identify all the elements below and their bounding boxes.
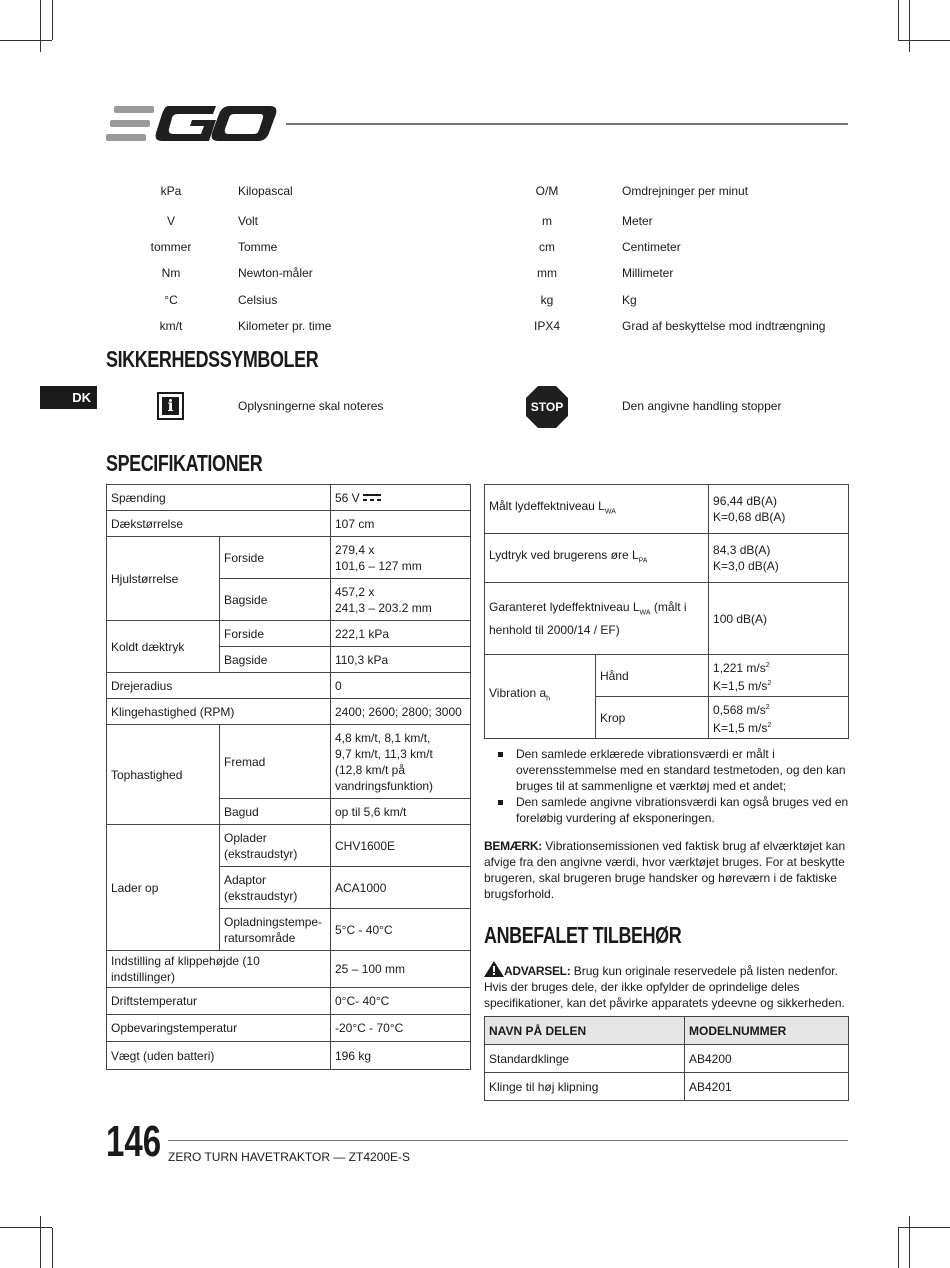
unit-name: Kilometer pr. time [238, 319, 332, 333]
list-item: Den samlede angivne vibrationsværdi kan også bruges ved en foreløbig vurdering af eksponeringen. [498, 794, 850, 826]
noise-label: Lydtryk ved brugerens øre $L_{PA}$ [485, 534, 709, 583]
table-row [485, 485, 849, 534]
table-row [485, 1017, 849, 1045]
unit-abbr: V [166, 214, 175, 228]
vibration-notes [498, 746, 850, 826]
stop-text: Den angivne handling stopper [622, 399, 782, 413]
unit-name: Meter [622, 214, 653, 228]
spec-sublabel: Bagside [220, 579, 331, 621]
specs-table [106, 484, 471, 1070]
crop-mark [898, 0, 899, 40]
unit-name: Millimeter [622, 266, 674, 280]
spec-sublabel: Opladningstempe- ratursområde [220, 909, 331, 951]
stop-sign-icon [525, 385, 569, 429]
note-paragraph: BEMÆRK: Vibrationsemissionen ved faktisk brug af elværktøjet kan afvige fra den angivne værdi, hvor værktøjet bruges. For at beskytte brugeren, skal brugeren bruge handsker og høreværn i de faktiske brugsforhold. [484, 839, 846, 901]
table-row [485, 583, 849, 655]
footer-product: ZERO TURN HAVETRAKTOR — ZT4200E-S [168, 1150, 411, 1164]
crop-mark [40, 0, 41, 52]
noise-label: Målt lydeffektniveau $L_{WA}$ [485, 485, 709, 534]
table-row [107, 485, 471, 511]
spec-sublabel: Fremad [220, 725, 331, 799]
spec-label: Spænding [107, 485, 331, 511]
unit-abbr: IPX4 [533, 319, 560, 333]
spec-value: 107 cm [331, 511, 471, 537]
table-row [107, 725, 471, 799]
table-row [485, 655, 849, 697]
spec-value: 279,4 x 101,6 – 127 mm [331, 537, 471, 579]
spec-label: Tophastighed [107, 725, 220, 825]
noise-label: Garanteret lydeffektniveau $L_{WA}$ (målt i henhold til 2000/14 / EF) [485, 583, 709, 655]
crop-mark [52, 0, 53, 40]
warning-label: ADVARSEL: [504, 964, 571, 978]
unit-abbr: O/M [535, 184, 559, 198]
warning-paragraph: ADVARSEL: Brug kun originale reservedele på listen nedenfor. Hvis der bruges dele, der ikke opfylder de oprindelige deles specifikationer, kan det påvirke apparatets ydeevne og sikkerheden. [484, 961, 848, 1011]
noise-table [484, 484, 849, 739]
unit-row [106, 319, 848, 339]
part-name: Standardklinge [485, 1045, 685, 1073]
noise-sublabel: Krop [596, 697, 709, 739]
unit-name: Celsius [238, 293, 278, 307]
crop-mark [0, 40, 52, 41]
spec-sublabel: Forside [220, 537, 331, 579]
spec-value: 0 [331, 673, 471, 699]
spec-label: Indstilling af klippehøjde (10 indstillinger) [107, 951, 331, 988]
spec-value: 25 – 100 mm [331, 951, 471, 988]
noise-value: 84,3 dB(A) K=3,0 dB(A) [709, 534, 849, 583]
spec-value: 5°C - 40°C [331, 909, 471, 951]
spec-value: 56 V [331, 485, 471, 511]
table-row [107, 1015, 471, 1042]
noise-value: 96,44 dB(A) K=0,68 dB(A) [709, 485, 849, 534]
table-row [107, 951, 471, 988]
unit-name: Centimeter [622, 240, 681, 254]
unit-row [106, 240, 848, 260]
table-row [107, 825, 471, 867]
spec-label: Lader op [107, 825, 220, 951]
part-name: Klinge til høj klipning [485, 1073, 685, 1101]
crop-mark [909, 1216, 910, 1268]
noise-value: 0,568 $m/s^2$ K=1,5 $m/s^2$ [709, 697, 849, 739]
table-row [485, 1073, 849, 1101]
crop-mark [909, 0, 910, 52]
language-tab: DK [40, 386, 97, 409]
unit-row [106, 214, 848, 234]
unit-name: Kg [622, 293, 637, 307]
accessories-table [484, 1016, 849, 1101]
unit-abbr: tommer [150, 240, 192, 254]
table-row [107, 673, 471, 699]
unit-abbr: m [542, 214, 552, 228]
specs-heading: SPECIFIKATIONER [106, 450, 263, 476]
table-row [485, 1045, 849, 1073]
unit-row [106, 184, 848, 204]
spec-label: Driftstemperatur [107, 988, 331, 1015]
spec-value: 0°C- 40°C [331, 988, 471, 1015]
spec-sublabel: Bagside [220, 647, 331, 673]
ego-logo [106, 104, 278, 144]
unit-abbr: kPa [160, 184, 182, 198]
note-label: BEMÆRK: [484, 839, 542, 853]
crop-mark [898, 1227, 950, 1228]
table-row [107, 988, 471, 1015]
spec-sublabel: Forside [220, 621, 331, 647]
spec-value: 457,2 x 241,3 – 203.2 mm [331, 579, 471, 621]
crop-mark [52, 1228, 53, 1268]
table-row [107, 1042, 471, 1070]
accessories-heading: ANBEFALET TILBEHØR [484, 922, 682, 948]
crop-mark [898, 1228, 899, 1268]
unit-name: Newton-måler [238, 266, 313, 280]
column-header: MODELNUMMER [685, 1017, 849, 1045]
spec-label: Klingehastighed (RPM) [107, 699, 331, 725]
spec-value: op til 5,6 km/t [331, 799, 471, 825]
spec-label: Opbevaringstemperatur [107, 1015, 331, 1042]
spec-label: Drejeradius [107, 673, 331, 699]
header-rule [286, 123, 848, 125]
table-row [485, 534, 849, 583]
table-row [107, 511, 471, 537]
spec-value: ACA1000 [331, 867, 471, 909]
unit-abbr: cm [539, 240, 555, 254]
spec-value: 110,3 kPa [331, 647, 471, 673]
unit-abbr: mm [537, 266, 557, 280]
noise-value: 100 dB(A) [709, 583, 849, 655]
unit-abbr: kg [540, 293, 554, 307]
noise-label: Vibration $a_h$ [485, 655, 596, 739]
footer-rule [168, 1140, 848, 1141]
unit-name: Grad af beskyttelse mod indtrængning [622, 319, 826, 333]
spec-value: CHV1600E [331, 825, 471, 867]
unit-abbr: Nm [161, 266, 181, 280]
spec-value: 196 kg [331, 1042, 471, 1070]
crop-mark [0, 1227, 52, 1228]
unit-row [106, 293, 848, 313]
info-text: Oplysningerne skal noteres [238, 399, 384, 413]
crop-mark [40, 1216, 41, 1268]
column-header: NAVN PÅ DELEN [485, 1017, 685, 1045]
model-number: AB4200 [685, 1045, 849, 1073]
table-row [107, 699, 471, 725]
spec-label: Vægt (uden batteri) [107, 1042, 331, 1070]
spec-label: Dækstørrelse [107, 511, 331, 537]
unit-name: Tomme [238, 240, 278, 254]
unit-abbr: °C [164, 293, 178, 307]
noise-value: 1,221 $m/s^2$ K=1,5 $m/s^2$ [709, 655, 849, 697]
stop-label: STOP [530, 400, 564, 414]
info-icon: i [157, 392, 184, 420]
spec-label: Koldt dæktryk [107, 621, 220, 673]
unit-name: Omdrejninger per minut [622, 184, 749, 198]
spec-label: Hjulstørrelse [107, 537, 220, 621]
table-row [107, 621, 471, 647]
safety-heading: SIKKERHEDSSYMBOLER [106, 346, 319, 372]
spec-sublabel: Bagud [220, 799, 331, 825]
spec-sublabel: Adaptor (ekstraudstyr) [220, 867, 331, 909]
model-number: AB4201 [685, 1073, 849, 1101]
unit-abbr: km/t [159, 319, 183, 333]
unit-row [106, 266, 848, 286]
page-number: 146 [106, 1117, 162, 1166]
unit-name: Kilopascal [238, 184, 293, 198]
crop-mark [898, 40, 950, 41]
spec-value: 2400; 2600; 2800; 3000 [331, 699, 471, 725]
spec-sublabel: Oplader (ekstraudstyr) [220, 825, 331, 867]
dc-symbol-icon [363, 493, 381, 503]
spec-value: 4,8 km/t, 8,1 km/t, 9,7 km/t, 11,3 km/t (12,8 km/t på vandringsfunktion) [331, 725, 471, 799]
spec-value: -20°C - 70°C [331, 1015, 471, 1042]
spec-value: 222,1 kPa [331, 621, 471, 647]
warning-triangle-icon [484, 961, 504, 977]
unit-name: Volt [238, 214, 259, 228]
table-row [107, 537, 471, 579]
list-item: Den samlede erklærede vibrationsværdi er målt i overensstemmelse med en standard testmetoden, og den kan bruges til at sammenligne et værktøj med et andet; [498, 746, 850, 794]
noise-sublabel: Hånd [596, 655, 709, 697]
